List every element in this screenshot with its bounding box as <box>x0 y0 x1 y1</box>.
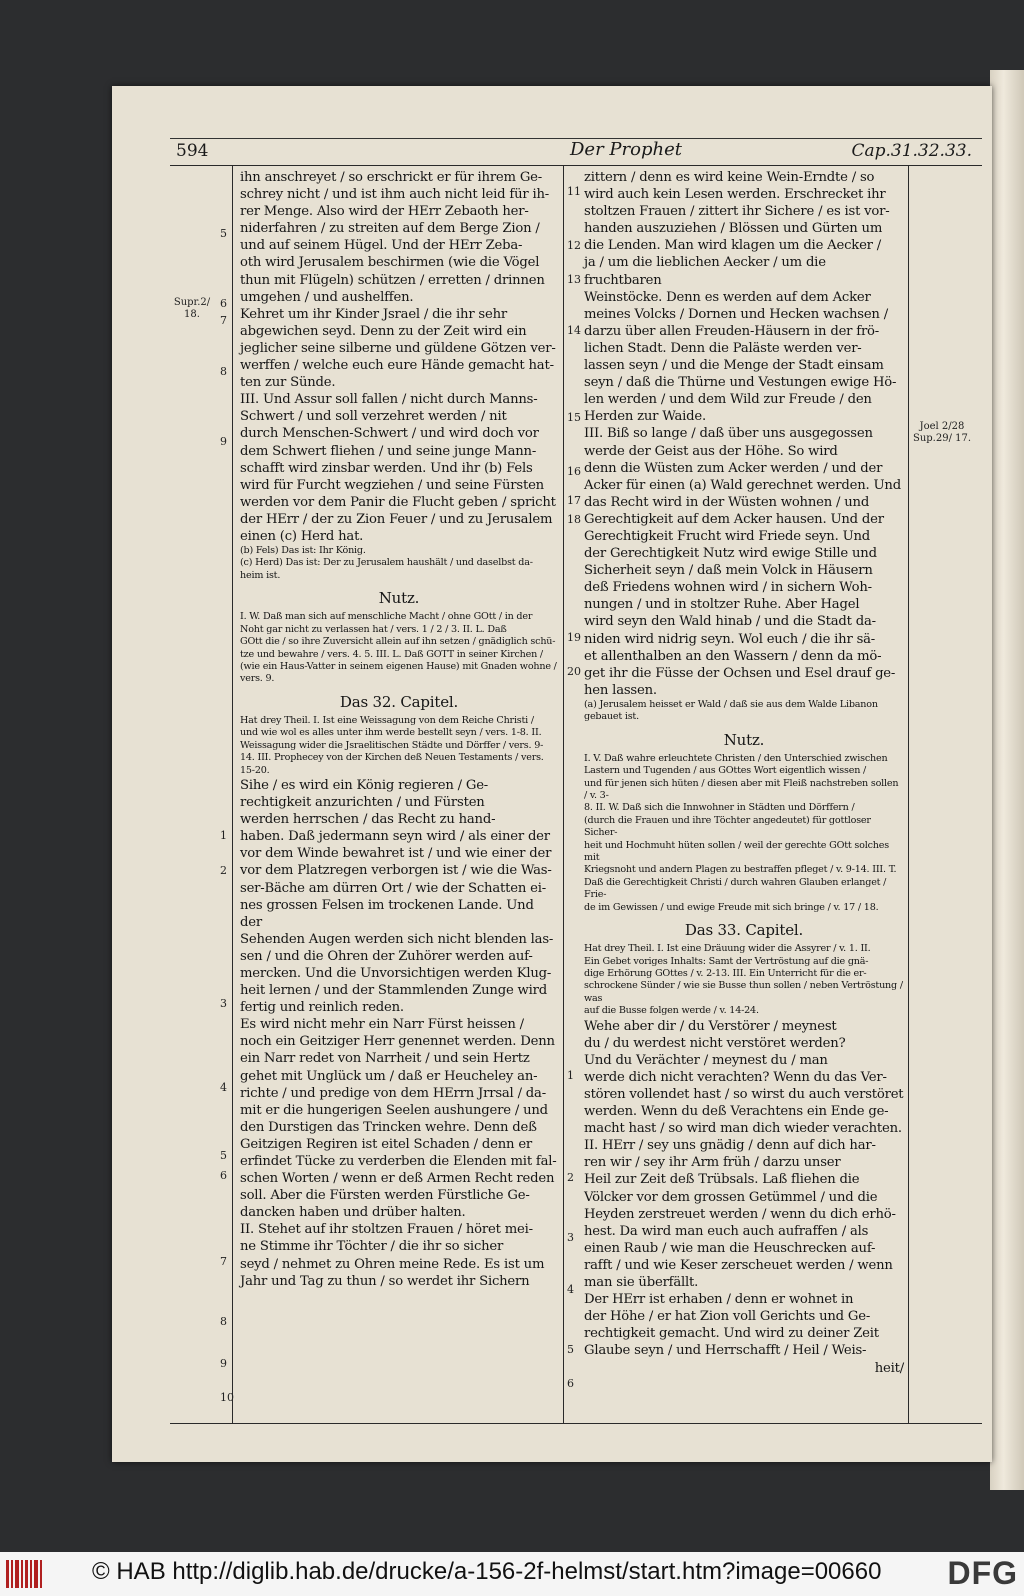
text-line: umgehen / und aushelffen. <box>240 289 414 305</box>
text-line: Schwert / und soll verzehret werden / nit <box>240 409 507 425</box>
text-line: Und du Verächter / meynest du / man <box>584 1052 828 1068</box>
text-line: nungen / und in stoltzer Ruhe. Aber Hagel <box>584 597 860 613</box>
text-line: Herden zur Waide. <box>584 409 707 425</box>
text-line: Heyden zerstreuet werden / wenn du dich erhö- <box>584 1206 896 1222</box>
chapter-summary-line: 14. III. Prophecey von der Kirchen deß Neuen Testaments / vers. <box>240 752 544 764</box>
text-line: rechtigkeit anzurichten / und Fürsten <box>240 795 485 811</box>
text-line: ten zur Sünde. <box>240 375 336 391</box>
text-line: Kehret um ihr Kinder Jsrael / die ihr sehr <box>240 306 507 322</box>
chapter-summary-line: auf die Busse folgen werde / v. 14-24. <box>584 1005 759 1017</box>
text-line: niden wird nidrig seyn. Wol euch / die ihr sä- <box>584 631 876 647</box>
verse-number: 7 <box>220 1255 227 1268</box>
verse-number: 6 <box>220 1169 227 1182</box>
verse-number: 20 <box>567 665 581 678</box>
text-line: et allenthalben an den Wassern / denn da mö- <box>584 648 882 664</box>
catchword: heit/ <box>874 1360 904 1376</box>
text-line: abgewichen seyd. Denn zu der Zeit wird ein <box>240 323 527 339</box>
text-line: soll. Aber die Fürsten werden Fürstliche Ge- <box>240 1188 530 1204</box>
text-line: ser-Bäche am dürren Ort / wie der Schatten ei- <box>240 880 546 896</box>
text-line: wird für Furcht wegziehen / und seine Fürsten <box>240 477 544 493</box>
text-line: wird seyn den Wald hinab / und die Stadt da- <box>584 614 876 630</box>
dfg-logo: DFG <box>947 1555 1018 1591</box>
chapter-heading: Das 33. Capitel. <box>684 921 804 940</box>
text-line: sen / und die Ohren der Zuhörer werden auf- <box>240 948 533 964</box>
text-line: stoltzen Frauen / zittert ihr Sichere / es ist vor- <box>584 204 890 220</box>
text-line: ren wir / sey ihr Arm früh / darzu unser <box>584 1155 841 1171</box>
text-line: einen (c) Herd hat. <box>240 528 364 544</box>
text-line: zittern / denn es wird keine Wein-Erndte / so <box>584 170 875 185</box>
text-line: stören vollendet hast / so wirst du auch verstöret <box>584 1087 904 1102</box>
nutz-line: I. W. Daß man sich auf menschliche Macht / ohne GOtt / in der <box>240 611 533 623</box>
running-title: Der Prophet <box>570 139 682 160</box>
text-line: Gerechtigkeit auf dem Acker hausen. Und der <box>584 511 884 527</box>
text-line: schafft wird zinsbar werden. Und ihr (b) Fels <box>240 460 533 476</box>
text-line: Glaube seyn / und Herrschafft / Heil / Weis- <box>584 1343 867 1359</box>
verse-number: 4 <box>567 1283 574 1296</box>
text-line: III. Und Assur soll fallen / nicht durch Manns- <box>240 392 538 408</box>
right-column <box>584 169 904 1377</box>
nutz-line: (durch die Frauen und ihre Töchter angedeutet) für gottloser Sicher- <box>584 814 871 839</box>
verse-number: 9 <box>220 435 227 448</box>
next-page-edge <box>990 70 1024 1490</box>
text-line: vor dem Winde bewahret ist / und wie einer der <box>240 846 552 862</box>
center-rule <box>563 165 564 1423</box>
text-line: werden vor dem Panir die Flucht geben / spricht <box>240 494 556 510</box>
text-line: Wehe aber dir / du Verstörer / meynest <box>584 1018 837 1034</box>
verse-number: 15 <box>567 411 581 424</box>
left-margin-note: Supr.2/ 18. <box>173 297 211 320</box>
verse-number: 3 <box>567 1231 574 1244</box>
footer-bar <box>0 1552 1024 1596</box>
verse-number: 10 <box>220 1391 234 1404</box>
text-line: richte / und predige von dem HErrn Jrrsal / da- <box>240 1085 546 1101</box>
text-line: jeglicher seine silberne und güldene Götzen ver- <box>240 340 556 356</box>
verse-number: 2 <box>567 1171 574 1184</box>
text-line: vor dem Platzregen verborgen ist / wie die Was- <box>240 863 552 879</box>
nutz-line: (wie ein Haus-Vatter in seinem eigenen Hause) mit Gnaden wohne / <box>240 661 557 672</box>
text-line: ne Stimme ihr Töchter / die ihr so sicher <box>240 1239 504 1255</box>
text-line: len werden / und dem Wild zur Freude / den <box>584 392 872 408</box>
text-line: fertig und reinlich reden. <box>240 1000 404 1016</box>
text-line: macht hast / so wird man dich wieder verachten. <box>584 1121 902 1137</box>
text-line: meines Volcks / Dornen und Hecken wachsen / <box>584 306 888 322</box>
chapter-summary-line: Weissagung wider die Jsraelitischen Städte und Dörffer / vers. 9- <box>240 739 544 751</box>
footnote: (c) Herd) Das ist: Der zu Jerusalem haushält / und daselbst da- <box>240 557 533 569</box>
nutz-line: I. V. Daß wahre erleuchtete Christen / den Unterschied zwischen <box>584 752 888 764</box>
text-line: und auf seinem Hügel. Und der HErr Zeba- <box>240 238 523 254</box>
text-line: werden. Wenn du deß Verachtens ein Ende ge- <box>584 1104 889 1120</box>
text-line: der HErr / der zu Zion Feuer / und zu Jerusalem <box>240 511 553 527</box>
text-line: hen lassen. <box>584 682 657 698</box>
text-line: seyn / daß die Thürne und Vestungen ewige Hö- <box>584 375 897 391</box>
text-line: schrey nicht / und ist ihm auch nicht leid für ih- <box>240 187 550 203</box>
text-line: man sie überfällt. <box>584 1275 699 1291</box>
text-line: Völcker vor dem grossen Getümmel / und die <box>584 1189 878 1205</box>
text-line: seyd / nehmet zu Ohren meine Rede. Es ist um <box>240 1256 545 1272</box>
text-line: dem Schwert fliehen / und seine junge Mann- <box>240 443 537 459</box>
chapter-range: Cap.31.32.33. <box>851 141 972 161</box>
text-line: durch Menschen-Schwert / und wird doch vor <box>240 426 539 442</box>
verse-number: 6 <box>567 1377 574 1390</box>
text-line: denn die Wüsten zum Acker werden / und der <box>584 460 883 476</box>
right-margin-note: Joel 2/28 Sup.29/ 17. <box>912 421 972 444</box>
verse-number: 4 <box>220 1081 227 1094</box>
text-line: einen Raub / wie man die Heuschrecken auf- <box>584 1240 876 1256</box>
text-line: ihn anschreyet / so erschrickt er für ihrem Ge- <box>240 170 543 185</box>
nutz-line: Kriegsnoht und andern Plagen zu bestraffen pfleget / v. 9-14. III. T. <box>584 864 897 876</box>
text-line: werde der Geist aus der Höhe. So wird <box>584 443 838 459</box>
text-line: Sehenden Augen werden sich nicht blenden las- <box>240 931 554 947</box>
nutz-line: Lastern und Tugenden / aus GOttes Wort eigentlich wissen / <box>584 765 867 777</box>
text-line: Der HErr ist erhaben / denn er wohnet in <box>584 1292 854 1308</box>
text-line: Acker für einen (a) Wald gerechnet werden. Und <box>584 477 901 493</box>
nutz-line: tze und bewahre / vers. 4. 5. III. L. Daß GOTT in seiner Kirchen / <box>240 648 543 660</box>
text-line: Es wird nicht mehr ein Narr Fürst heissen / <box>240 1017 524 1033</box>
text-line: werden herrschen / das Recht zu hand- <box>240 812 496 828</box>
text-line: nes grossen Felsen im trockenen Lande. Und der <box>240 897 534 930</box>
text-line: ein Narr redet von Narrheit / und sein Hertz <box>240 1051 530 1067</box>
nutz-line: und für jenen sich hüten / diesen aber mit Fleiß nachstreben sollen / v. 3- <box>584 777 899 802</box>
nutz-line: de im Gewissen / und ewige Freude mit sich bringe / v. 17 / 18. <box>584 901 879 913</box>
verse-number: 5 <box>220 1149 227 1162</box>
text-line: noch ein Geitziger Herr genennet werden. Denn <box>240 1034 555 1050</box>
text-line: wird auch kein Lesen werden. Erschrecket ihr <box>584 187 886 203</box>
verse-number: 18 <box>567 513 581 526</box>
verse-number: 17 <box>567 494 581 507</box>
footnote: (b) Fels) Das ist: Ihr König. <box>240 545 366 557</box>
text-line: erfindet Tücke zu verderben die Elenden mit fal- <box>240 1154 557 1169</box>
page-number: 594 <box>176 141 209 161</box>
verse-number: 14 <box>567 324 581 337</box>
chapter-summary-line: dige Erhörung GOttes / v. 2-13. III. Ein Unterricht für die er- <box>584 968 867 979</box>
nutz-heading: Nutz. <box>723 730 765 749</box>
barcode-icon <box>6 1560 46 1588</box>
text-line: handen auszuziehen / Blössen und Gürten um <box>584 221 883 237</box>
footnote: (a) Jerusalem heisset er Wald / daß sie aus dem Walde Libanon <box>584 698 878 710</box>
verse-number: 1 <box>567 1069 574 1082</box>
text-line: lichen Stadt. Denn die Paläste werden ver- <box>584 340 862 356</box>
text-line: rechtigkeit gemacht. Und wird zu deiner Zeit <box>584 1326 879 1342</box>
text-line: werde dich nicht verachten? Wenn du das Ver- <box>584 1069 887 1085</box>
text-line: mit er die hungerigen Seelen aushungere / und <box>240 1102 548 1118</box>
verse-number: 8 <box>220 365 227 378</box>
text-line: rer Menge. Also wird der HErr Zebaoth her- <box>240 204 529 220</box>
book-page <box>112 86 992 1462</box>
text-line: niderfahren / zu streiten auf dem Berge Zion / <box>240 221 540 237</box>
text-line: hest. Da wird man euch auch aufraffen / als <box>584 1223 869 1239</box>
footer-rule <box>170 1423 982 1424</box>
left-column-rule <box>232 165 233 1423</box>
verse-number: 16 <box>567 465 581 478</box>
text-line: oth wird Jerusalem beschirmen (wie die Vögel <box>240 255 540 271</box>
text-line: der Gerechtigkeit Nutz wird ewige Stille und <box>584 546 877 562</box>
text-line: get ihr die Füsse der Ochsen und Esel drauf ge- <box>584 665 896 681</box>
verse-number: 5 <box>567 1343 574 1356</box>
nutz-line: 8. II. W. Daß sich die Innwohner in Städten und Dörffern / <box>584 802 855 814</box>
chapter-summary-line: schrockene Sünder / wie sie Busse thun sollen / neben Vertröstung / was <box>584 980 903 1004</box>
text-line: darzu über allen Freuden-Häusern in der frö- <box>584 323 880 339</box>
text-line: Geitzigen Regiren ist eitel Schaden / denn er <box>240 1136 533 1152</box>
verse-number: 11 <box>567 185 581 198</box>
text-line: II. HErr / sey uns gnädig / denn auf dich har- <box>584 1138 876 1154</box>
text-line: mercken. Und die Unvorsichtigen werden Klug- <box>240 965 552 981</box>
nutz-line: heit und Hochmuht hüten sollen / weil der gerechte GOtt solches mit <box>584 839 889 864</box>
text-line: heit lernen / und der Stammlenden Zunge wird <box>240 983 548 999</box>
text-line: II. Stehet auf ihr stoltzen Frauen / höret mei- <box>240 1222 533 1238</box>
verse-number: 5 <box>220 227 227 240</box>
text-line: den Durstigen das Trincken wehre. Denn deß <box>240 1119 537 1135</box>
text-line: Jahr und Tag zu thun / so werdet ihr Sichern <box>240 1273 530 1289</box>
chapter-summary-line: 15-20. <box>240 764 270 776</box>
verse-number: 6 <box>220 297 227 310</box>
verse-number: 3 <box>220 997 227 1010</box>
text-frame <box>170 138 982 1449</box>
footnote: heim ist. <box>240 569 281 581</box>
chapter-summary-line: Hat drey Theil. I. Ist eine Dräuung wider die Assyrer / v. 1. II. <box>584 943 871 955</box>
text-line: die Lenden. Man wird klagen um die Aecker / <box>584 238 882 254</box>
text-line: ja / um die lieblichen Aecker / um die fruchtbaren <box>584 255 826 288</box>
header-rule <box>170 165 982 166</box>
text-line: III. Biß so lange / daß über uns ausgegossen <box>584 426 873 442</box>
text-line: werffen / welche euch eure Hände gemacht hat- <box>240 358 554 374</box>
verse-number: 12 <box>567 239 581 252</box>
text-line: gehet mit Unglück um / daß er Heucheley an- <box>240 1068 538 1084</box>
chapter-summary-line: und wie wol es alles unter ihm werde bestellt seyn / vers. 1-8. II. <box>240 727 542 739</box>
text-line: Sihe / es wird ein König regieren / Ge- <box>240 777 489 793</box>
left-column <box>240 169 558 1290</box>
verse-number: 13 <box>567 273 581 286</box>
text-line: der Höhe / er hat Zion voll Gerichts und Ge- <box>584 1309 871 1325</box>
nutz-line: Noht gar nicht zu verlassen hat / vers. 1 / 2 / 3. II. L. Daß <box>240 623 507 635</box>
text-line: dancken haben und drüber halten. <box>240 1205 466 1221</box>
text-line: lassen seyn / und die Menge der Stadt einsam <box>584 358 884 374</box>
text-line: Gerechtigkeit Frucht wird Friede seyn. Und <box>584 528 871 544</box>
source-url[interactable]: © HAB http://diglib.hab.de/drucke/a-156-2f-helmst/start.htm?image=00660 <box>92 1558 882 1585</box>
nutz-line: vers. 9. <box>240 673 275 685</box>
text-line: deß Friedens wohnen wird / in sichern Woh- <box>584 580 872 596</box>
text-line: Weinstöcke. Denn es werden auf dem Acker <box>584 289 871 305</box>
footnote: gebauet ist. <box>584 711 639 723</box>
chapter-summary-line: Hat drey Theil. I. Ist eine Weissagung von dem Reiche Christi / <box>240 714 534 726</box>
text-line: thun mit Flügeln) schützen / erretten / drinnen <box>240 272 545 288</box>
text-line: Sicherheit seyn / daß mein Volck in Häusern <box>584 563 873 579</box>
text-line: rafft / und wie Keser zerscheuet werden / wenn <box>584 1257 893 1273</box>
nutz-line: GOtt die / so ihre Zuversicht allein auf ihn setzen / gnädiglich schü- <box>240 636 556 648</box>
text-line: das Recht wird in der Wüsten wohnen / und <box>584 494 870 510</box>
nutz-line: Daß die Gerechtigkeit Christi / durch wahren Glauben erlanget / Frie- <box>584 876 887 901</box>
verse-number: 8 <box>220 1315 227 1328</box>
right-column-rule <box>908 165 909 1423</box>
text-line: schen Worten / wenn er deß Armen Recht reden <box>240 1171 555 1187</box>
chapter-summary-line: Ein Gebet voriges Inhalts: Samt der Vertröstung auf die gnä- <box>584 955 869 967</box>
verse-number: 1 <box>220 829 227 842</box>
text-line: haben. Daß jedermann seyn wird / als einer der <box>240 829 550 845</box>
verse-number: 19 <box>567 631 581 644</box>
text-line: Heil zur Zeit deß Trübsals. Laß fliehen die <box>584 1172 860 1188</box>
chapter-heading: Das 32. Capitel. <box>339 692 459 711</box>
verse-number: 7 <box>220 314 227 327</box>
verse-number: 9 <box>220 1357 227 1370</box>
text-line: du / du werdest nicht verstöret werden? <box>584 1035 846 1051</box>
verse-number: 2 <box>220 864 227 877</box>
nutz-heading: Nutz. <box>378 589 420 608</box>
